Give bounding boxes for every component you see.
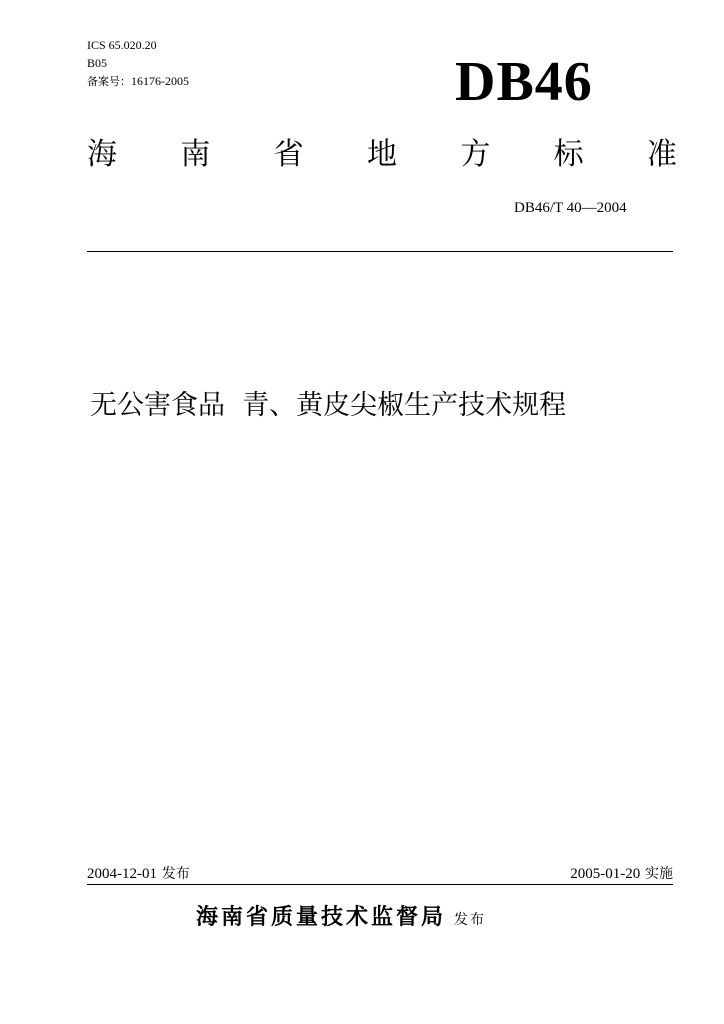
publisher-name: 海南省质量技术监督局: [196, 905, 447, 930]
standard-type-heading: [87, 135, 677, 175]
record-value: 16176-2005: [131, 74, 189, 88]
standard-code-logo: DB46: [455, 51, 593, 113]
heading-char: 省: [273, 137, 304, 172]
heading-char: 南: [180, 137, 211, 172]
issue-date: [87, 864, 190, 883]
publisher-line: [196, 903, 486, 935]
heading-char: 准: [646, 137, 677, 172]
ccs-code: B05: [87, 56, 108, 70]
implementation-date: [570, 864, 673, 883]
issue-date-label: 发布: [161, 866, 190, 882]
heading-char: 标: [553, 137, 584, 172]
standard-number: DB46/T 40—2004: [514, 200, 627, 216]
publish-label: 发布: [454, 912, 487, 928]
record-number: [87, 74, 189, 89]
heading-char: 方: [460, 137, 491, 172]
ics-code: ICS 65.020.20: [87, 38, 157, 52]
bottom-divider: [87, 884, 673, 885]
implementation-date-label: 实施: [645, 866, 673, 882]
heading-char: 海: [87, 137, 117, 172]
issue-date-value: 2004-12-01: [87, 866, 157, 882]
top-divider: [87, 251, 673, 252]
heading-char: 地: [366, 137, 397, 172]
document-title: 无公害食品 青、黄皮尖椒生产技术规程: [90, 390, 567, 421]
implementation-date-value: 2005-01-20: [570, 866, 641, 882]
record-label: 备案号：: [87, 75, 131, 88]
